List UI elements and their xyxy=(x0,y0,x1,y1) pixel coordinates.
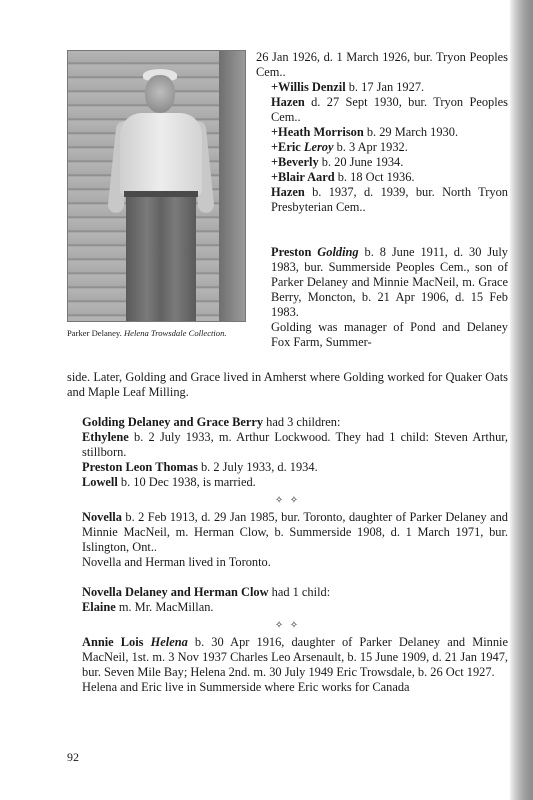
text-run: d. 27 Sept 1930, bur. Tryon Peoples Cem.. xyxy=(271,95,508,124)
text-run: b. 30 Apr 1916, daughter of Parker Delaney and Minnie MacNeil, 1st. m. 3 Nov 1937 Charles Leo Arsenault, b. 15 June 1909, d. 21 Jan 1947, bur. Seven Mile Bay; Helena 2nd. m. 30 July 1949 Eric Trowsdale, b. 26 Oct 1927. xyxy=(82,635,508,679)
bold-name: Preston xyxy=(271,245,318,259)
caption-name: Parker Delaney. xyxy=(67,328,122,338)
bold-name: Ethylene xyxy=(82,430,129,444)
paragraph xyxy=(256,245,508,320)
bold-name: +Willis Denzil xyxy=(271,80,346,94)
bold-name: Helena xyxy=(150,635,188,649)
paragraph xyxy=(67,460,508,475)
section-separator: ✧ ✧ xyxy=(274,495,301,506)
bold-name: Novella xyxy=(82,510,122,524)
paragraph xyxy=(67,475,508,490)
paragraph xyxy=(256,320,508,350)
paragraph xyxy=(67,600,508,615)
text-run: b. 20 June 1934. xyxy=(318,155,404,169)
main-body-text xyxy=(67,370,508,695)
caption-credit: Helena Trowsdale Collection. xyxy=(123,328,227,338)
text-run: had 1 child: xyxy=(268,585,331,599)
text-run: b. 17 Jan 1927. xyxy=(345,80,425,94)
bold-name: Leroy xyxy=(303,140,334,154)
paragraph xyxy=(256,170,508,185)
paragraph xyxy=(256,155,508,170)
paragraph xyxy=(67,510,508,555)
photo-caption xyxy=(67,327,252,339)
paragraph xyxy=(67,370,508,400)
bold-name: Hazen xyxy=(271,185,305,199)
paragraph xyxy=(67,555,508,570)
paragraph-gap xyxy=(67,570,508,585)
paragraph xyxy=(67,585,508,600)
text-run: Novella and Herman lived in Toronto. xyxy=(82,555,271,569)
bold-name: +Blair Aard xyxy=(271,170,335,184)
paragraph xyxy=(67,430,508,460)
book-spine-shadow xyxy=(510,0,533,800)
paragraph xyxy=(256,95,508,125)
paragraph xyxy=(256,125,508,140)
text-run: b. 2 Feb 1913, d. 29 Jan 1985, bur. Toronto, daughter of Parker Delaney and Minnie MacNeil, m. Herman Clow, b. Summerside 1908, d. 1 March 1971, bur. Islington, Ont.. xyxy=(82,510,508,554)
bold-name: Annie Lois xyxy=(82,635,151,649)
text-run: b. 3 Apr 1932. xyxy=(333,140,408,154)
text-run: had 3 children: xyxy=(263,415,341,429)
bold-name: +Beverly xyxy=(271,155,319,169)
paragraph xyxy=(67,415,508,430)
bold-name: Lowell xyxy=(82,475,118,489)
bold-name: +Eric xyxy=(271,140,304,154)
text-run: Helena and Eric live in Summerside where Eric works for Canada xyxy=(82,680,410,694)
bold-name: Golding Delaney and Grace Berry xyxy=(82,415,264,429)
portrait-photo xyxy=(67,50,246,322)
paragraph xyxy=(256,80,508,95)
text-run: b. 29 March 1930. xyxy=(363,125,459,139)
paragraph xyxy=(256,185,508,215)
paragraph xyxy=(67,635,508,680)
text-run: 26 Jan 1926, d. 1 March 1926, bur. Tryon Peoples Cem.. xyxy=(256,50,508,79)
text-run: b. 10 Dec 1938, is married. xyxy=(117,475,256,489)
text-run: m. Mr. MacMillan. xyxy=(115,600,214,614)
bold-name: Elaine xyxy=(82,600,116,614)
right-column-text xyxy=(256,50,508,350)
text-run: Golding was manager of Pond and Delaney Fox Farm, Summer- xyxy=(271,320,508,349)
paragraph-gap xyxy=(256,230,508,245)
text-run: b. 1937, d. 1939, bur. North Tryon Presbyterian Cem.. xyxy=(271,185,508,214)
text-run: side. Later, Golding and Grace lived in Amherst where Golding worked for Quaker Oats and Maple Leaf Milling. xyxy=(67,370,508,399)
bold-name: Novella Delaney and Herman Clow xyxy=(82,585,269,599)
text-run: b. 2 July 1933, m. Arthur Lockwood. They had 1 child: Steven Arthur, stillborn. xyxy=(82,430,508,459)
page-number: 92 xyxy=(67,750,79,764)
paragraph xyxy=(67,680,508,695)
paragraph xyxy=(256,140,508,155)
bold-name: Golding xyxy=(317,245,359,259)
text-run: b. 18 Oct 1936. xyxy=(334,170,415,184)
paragraph xyxy=(256,50,508,80)
paragraph-gap xyxy=(256,215,508,230)
text-run: b. 8 June 1911, d. 30 July 1983, bur. Summerside Peoples Cem., son of Parker Delaney and Minnie MacNeil, m. Grace Berry, Moncton, b. 21 Apr 1906, d. 15 Feb 1983. xyxy=(271,245,508,319)
bold-name: Hazen xyxy=(271,95,305,109)
paragraph-gap xyxy=(67,400,508,415)
section-separator: ✧ ✧ xyxy=(274,620,301,631)
bold-name: Preston Leon Thomas xyxy=(82,460,198,474)
text-run: b. 2 July 1933, d. 1934. xyxy=(197,460,318,474)
bold-name: +Heath Morrison xyxy=(271,125,364,139)
